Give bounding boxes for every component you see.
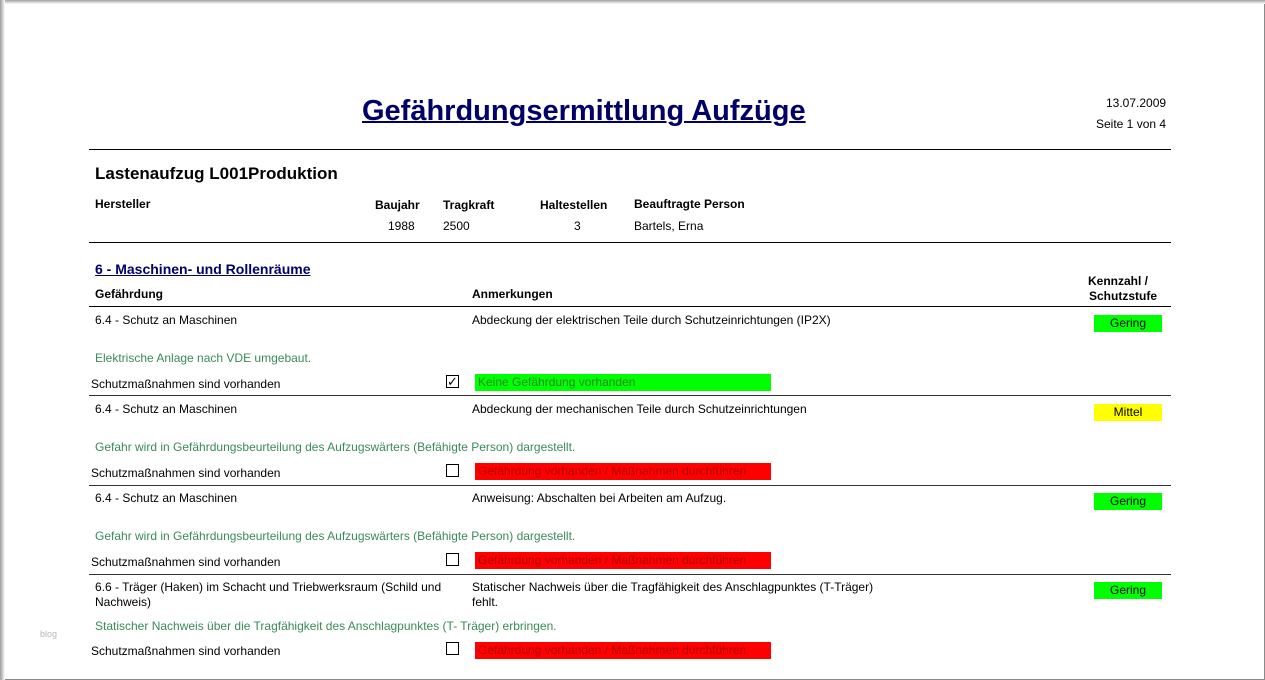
row-1-massnahmen-checkbox[interactable]: ✓ — [447, 374, 458, 389]
column-header-divider — [89, 306, 1171, 307]
row-divider — [89, 395, 1171, 396]
value-haltestellen: 3 — [574, 219, 581, 233]
row-2-stufe-badge: Mittel — [1094, 404, 1162, 421]
row-2-massnahmen-checkbox[interactable] — [446, 464, 459, 477]
column-header-schutzstufe: Schutzstufe — [1089, 289, 1158, 303]
row-1-note: Elektrische Anlage nach VDE umgebaut. — [95, 351, 312, 365]
column-header-gefaehrdung: Gefährdung — [95, 287, 163, 301]
row-4-massnahmen-checkbox[interactable] — [446, 642, 459, 655]
row-3-massnahmen-label: Schutzmaßnahmen sind vorhanden — [91, 555, 281, 569]
info-divider — [89, 242, 1171, 243]
label-beauftragte-person: Beauftragte Person — [634, 197, 745, 211]
column-header-anmerkungen: Anmerkungen — [472, 287, 553, 301]
row-divider — [89, 485, 1171, 486]
column-header-kennzahl: Kennzahl / — [1088, 274, 1149, 288]
row-3-status-bar: Gefährdung vorhanden / Maßnahmen durchführen — [475, 552, 771, 569]
window-top-shadow — [0, 0, 1265, 4]
row-1-status-bar: Keine Gefährdung vorhanden — [475, 374, 771, 391]
row-3-gefaehrdung: 6.4 - Schutz an Maschinen — [95, 491, 238, 505]
row-divider — [89, 574, 1171, 575]
row-4-anmerkung-line2: fehlt. — [472, 595, 499, 609]
elevator-name: Lastenaufzug L001Produktion — [95, 164, 338, 183]
window-left-shadow — [0, 0, 5, 680]
page-title: Gefährdungsermittlung Aufzüge — [362, 95, 806, 127]
row-4-massnahmen-label: Schutzmaßnahmen sind vorhanden — [91, 644, 281, 658]
row-3-anmerkung: Anweisung: Abschalten bei Arbeiten am Aufzug. — [472, 491, 727, 505]
row-4-status-bar: Gefährdung vorhanden / Maßnahmen durchführen — [475, 642, 771, 659]
row-2-massnahmen-label: Schutzmaßnahmen sind vorhanden — [91, 466, 281, 480]
row-1-massnahmen-label: Schutzmaßnahmen sind vorhanden — [91, 377, 281, 391]
row-4-stufe-badge: Gering — [1094, 582, 1162, 599]
row-2-status-bar: Gefährdung vorhanden / Maßnahmen durchführen — [475, 463, 771, 480]
row-2-gefaehrdung: 6.4 - Schutz an Maschinen — [95, 402, 238, 416]
label-haltestellen: Haltestellen — [540, 198, 608, 212]
section-title: 6 - Maschinen- und Rollenräume — [95, 261, 311, 277]
row-1-anmerkung: Abdeckung der elektrischen Teile durch Schutzeinrichtungen (IP2X) — [472, 313, 831, 327]
label-hersteller: Hersteller — [95, 197, 151, 211]
row-4-gefaehrdung-line2: Nachweis) — [95, 595, 152, 609]
row-2-note: Gefahr wird in Gefährdungsbeurteilung des Aufzugswärters (Befähigte Person) dargestellt. — [95, 440, 576, 454]
value-tragkraft: 2500 — [443, 219, 470, 233]
row-4-note: Statischer Nachweis über die Tragfähigkeit des Anschlagpunktes (T- Träger) erbringen. — [95, 619, 557, 633]
row-3-stufe-badge: Gering — [1094, 493, 1162, 510]
row-4-anmerkung: Statischer Nachweis über die Tragfähigkeit des Anschlagpunktes (T-Träger) — [472, 580, 874, 594]
header-divider — [89, 149, 1171, 150]
document-date: 13.07.2009 — [1106, 96, 1167, 110]
page-number: Seite 1 von 4 — [1096, 117, 1167, 131]
row-3-massnahmen-checkbox[interactable] — [446, 553, 459, 566]
row-1-gefaehrdung: 6.4 - Schutz an Maschinen — [95, 313, 238, 327]
label-baujahr: Baujahr — [375, 198, 420, 212]
label-tragkraft: Tragkraft — [443, 198, 495, 212]
value-beauftragte-person: Bartels, Erna — [634, 219, 704, 233]
row-4-gefaehrdung: 6.6 - Träger (Haken) im Schacht und Triebwerksraum (Schild und — [95, 580, 442, 594]
row-2-anmerkung: Abdeckung der mechanischen Teile durch Schutzeinrichtungen — [472, 402, 807, 416]
row-1-stufe-badge: Gering — [1094, 315, 1162, 332]
watermark-text: blog — [40, 629, 58, 639]
row-3-note: Gefahr wird in Gefährdungsbeurteilung des Aufzugswärters (Befähigte Person) dargestellt. — [95, 529, 576, 543]
value-baujahr: 1988 — [388, 219, 415, 233]
